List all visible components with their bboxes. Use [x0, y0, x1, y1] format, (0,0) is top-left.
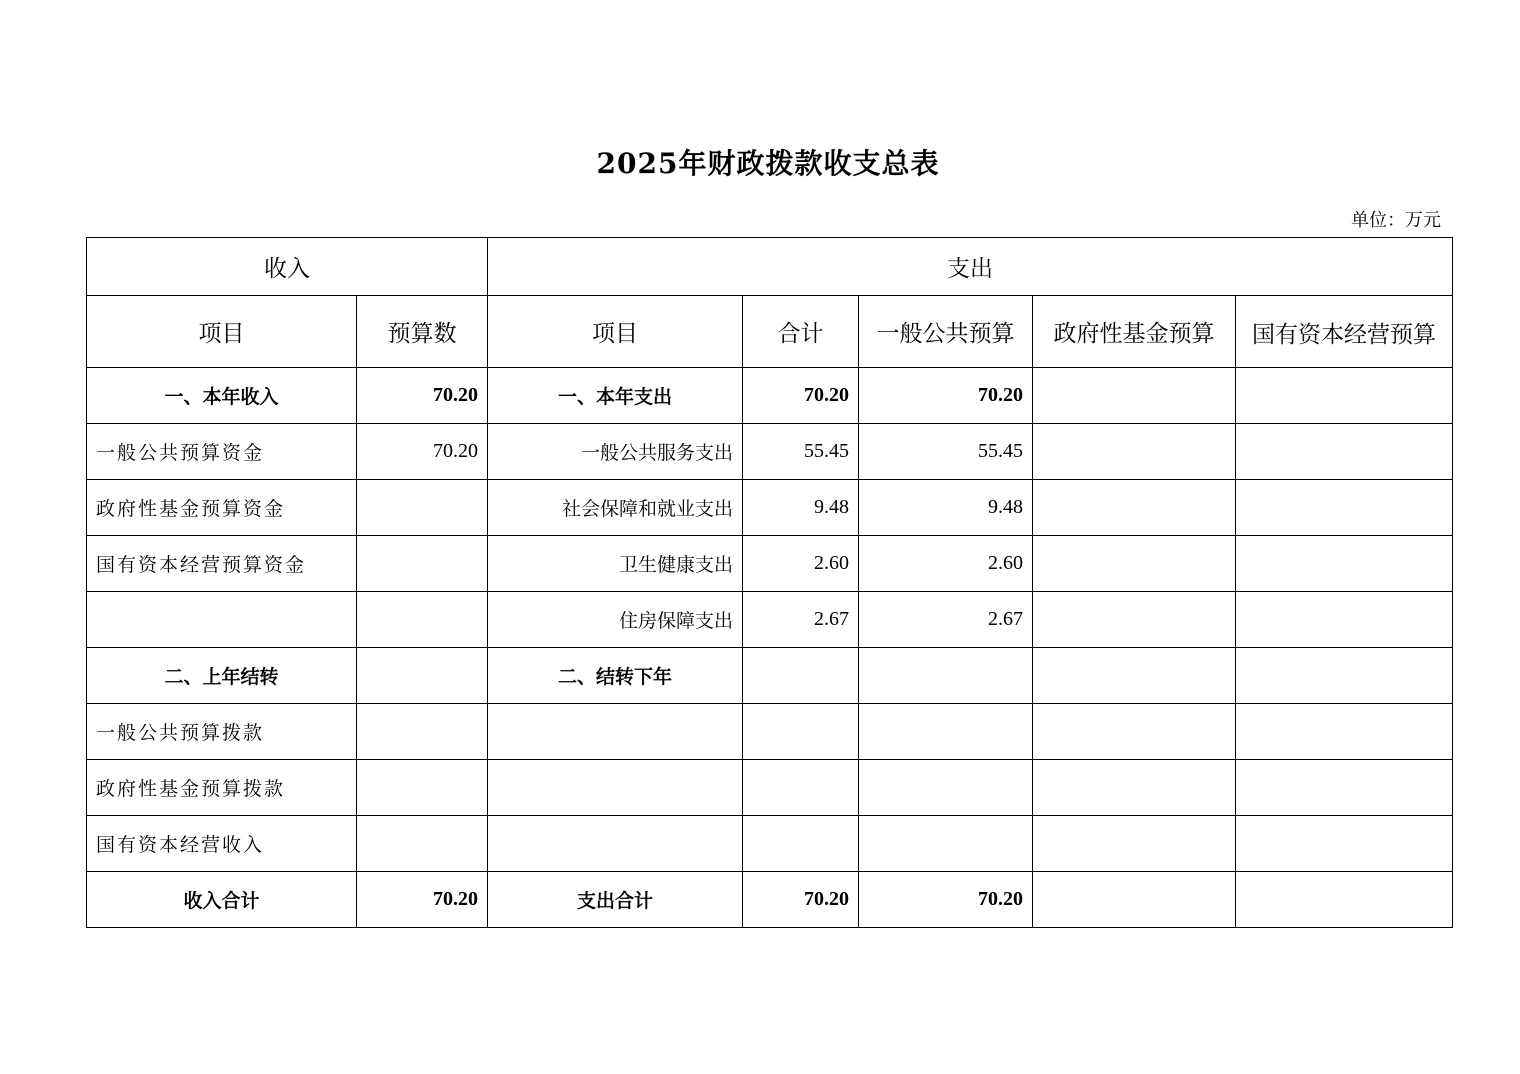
- unit-label: 单位：万元: [1351, 210, 1441, 231]
- income-budget-cell: [357, 592, 488, 648]
- income-item-cell: 国有资本经营收入: [87, 816, 357, 872]
- income-budget-cell: [357, 648, 488, 704]
- general-budget-cell: [859, 704, 1033, 760]
- col-total: 合计: [743, 296, 859, 368]
- table-row: [87, 536, 1453, 592]
- expense-item-cell: 二、结转下年: [488, 648, 743, 704]
- expense-item-cell: 支出合计: [488, 872, 743, 928]
- income-item-cell: 国有资本经营预算资金: [87, 536, 357, 592]
- general-budget-cell: [859, 648, 1033, 704]
- total-cell: 70.20: [743, 872, 859, 928]
- total-cell: 9.48: [743, 480, 859, 536]
- state-capital-budget-cell: [1236, 648, 1453, 704]
- total-cell: [743, 760, 859, 816]
- col-income-item: 项目: [87, 296, 357, 368]
- page-title: 2025年财政拨款收支总表: [596, 147, 940, 180]
- general-budget-cell: 70.20: [859, 872, 1033, 928]
- col-expense-item: 项目: [488, 296, 743, 368]
- budget-table: [86, 237, 1453, 928]
- expense-item-cell: 社会保障和就业支出: [488, 480, 743, 536]
- total-row: [87, 872, 1453, 928]
- gov-fund-budget-cell: [1033, 704, 1236, 760]
- table-row: [87, 592, 1453, 648]
- total-cell: [743, 816, 859, 872]
- expense-item-cell: 住房保障支出: [488, 592, 743, 648]
- income-budget-cell: 70.20: [357, 424, 488, 480]
- gov-fund-budget-cell: [1033, 480, 1236, 536]
- expense-group-header: 支出: [488, 238, 1453, 296]
- income-item-cell: 一、本年收入: [87, 368, 357, 424]
- expense-item-cell: [488, 816, 743, 872]
- gov-fund-budget-cell: [1033, 536, 1236, 592]
- income-budget-cell: [357, 480, 488, 536]
- gov-fund-budget-cell: [1033, 368, 1236, 424]
- income-item-cell: [87, 592, 357, 648]
- general-budget-cell: [859, 760, 1033, 816]
- state-capital-budget-cell: [1236, 592, 1453, 648]
- income-item-cell: 一般公共预算拨款: [87, 704, 357, 760]
- col-state-capital-budget: 国有资本经营预算: [1236, 296, 1453, 368]
- general-budget-cell: 55.45: [859, 424, 1033, 480]
- table-row: [87, 704, 1453, 760]
- expense-item-cell: [488, 704, 743, 760]
- gov-fund-budget-cell: [1033, 816, 1236, 872]
- general-budget-cell: [859, 816, 1033, 872]
- state-capital-budget-cell: [1236, 368, 1453, 424]
- expense-item-cell: 一、本年支出: [488, 368, 743, 424]
- table-row: [87, 368, 1453, 424]
- income-item-cell: 政府性基金预算资金: [87, 480, 357, 536]
- state-capital-budget-cell: [1236, 816, 1453, 872]
- table-row: [87, 648, 1453, 704]
- general-budget-cell: 9.48: [859, 480, 1033, 536]
- col-general-budget: 一般公共预算: [859, 296, 1033, 368]
- state-capital-budget-cell: [1236, 424, 1453, 480]
- income-budget-cell: [357, 760, 488, 816]
- income-item-cell: 政府性基金预算拨款: [87, 760, 357, 816]
- group-header-row: [87, 238, 1453, 296]
- table-row: [87, 760, 1453, 816]
- income-item-cell: 二、上年结转: [87, 648, 357, 704]
- total-cell: 2.60: [743, 536, 859, 592]
- gov-fund-budget-cell: [1033, 872, 1236, 928]
- col-income-budget: 预算数: [357, 296, 488, 368]
- column-header-row: [87, 296, 1453, 368]
- general-budget-cell: 2.60: [859, 536, 1033, 592]
- income-budget-cell: [357, 816, 488, 872]
- expense-item-cell: [488, 760, 743, 816]
- total-cell: [743, 648, 859, 704]
- expense-item-cell: 卫生健康支出: [488, 536, 743, 592]
- income-budget-cell: 70.20: [357, 368, 488, 424]
- income-budget-cell: [357, 536, 488, 592]
- table-row: [87, 480, 1453, 536]
- gov-fund-budget-cell: [1033, 592, 1236, 648]
- table-row: [87, 424, 1453, 480]
- income-item-cell: 收入合计: [87, 872, 357, 928]
- general-budget-cell: 2.67: [859, 592, 1033, 648]
- total-cell: [743, 704, 859, 760]
- total-cell: 70.20: [743, 368, 859, 424]
- state-capital-budget-cell: [1236, 872, 1453, 928]
- income-group-header: 收入: [87, 238, 488, 296]
- income-budget-cell: [357, 704, 488, 760]
- gov-fund-budget-cell: [1033, 424, 1236, 480]
- gov-fund-budget-cell: [1033, 760, 1236, 816]
- total-cell: 55.45: [743, 424, 859, 480]
- table-row: [87, 816, 1453, 872]
- general-budget-cell: 70.20: [859, 368, 1033, 424]
- state-capital-budget-cell: [1236, 760, 1453, 816]
- state-capital-budget-cell: [1236, 480, 1453, 536]
- col-gov-fund-budget: 政府性基金预算: [1033, 296, 1236, 368]
- income-budget-cell: 70.20: [357, 872, 488, 928]
- state-capital-budget-cell: [1236, 536, 1453, 592]
- expense-item-cell: 一般公共服务支出: [488, 424, 743, 480]
- income-item-cell: 一般公共预算资金: [87, 424, 357, 480]
- total-cell: 2.67: [743, 592, 859, 648]
- gov-fund-budget-cell: [1033, 648, 1236, 704]
- state-capital-budget-cell: [1236, 704, 1453, 760]
